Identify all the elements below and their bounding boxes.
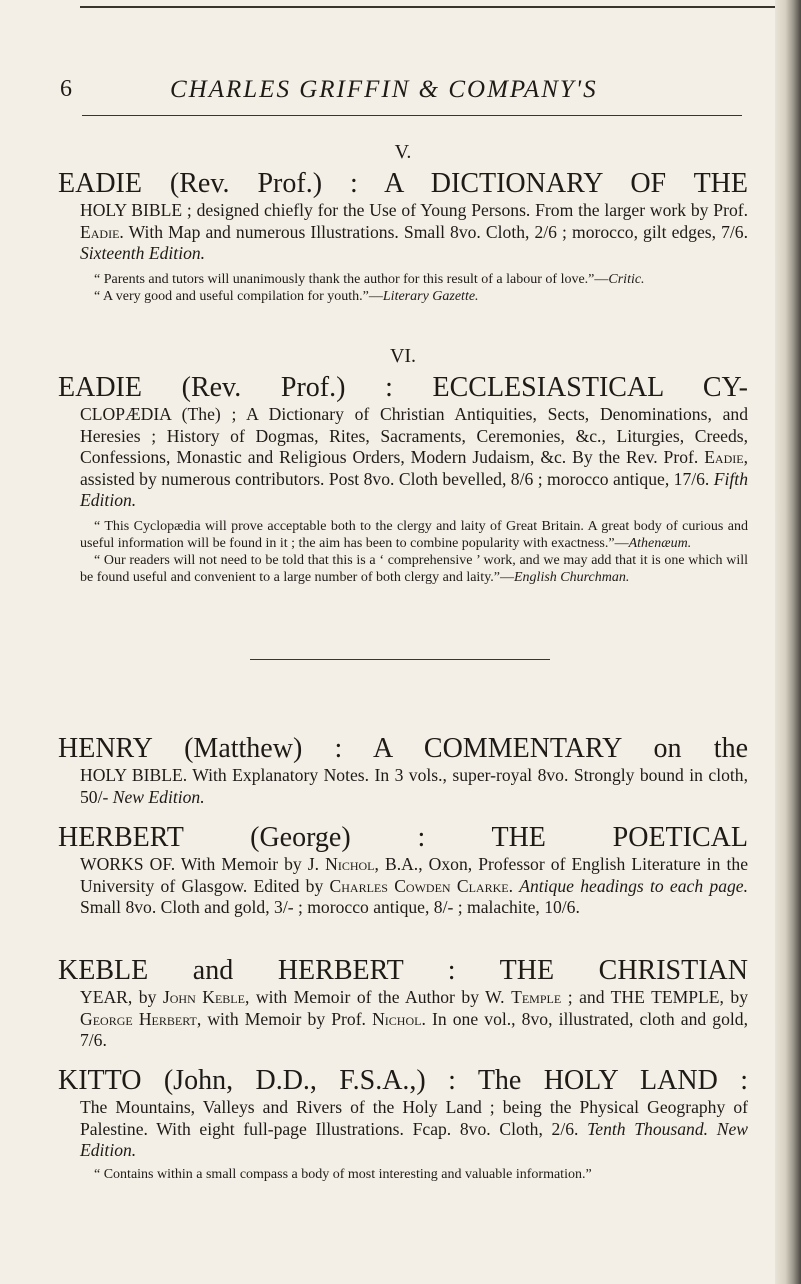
review-quote: “ Our readers will not need to be told that this is a ‘ comprehensive ’ work, and we may add that it is one which will be found useful and convenient to a large number of both clergy and laity.”—English Churchman.	[80, 552, 748, 585]
entry-title: HERBERT (George) : THE POETICAL	[58, 822, 748, 853]
entry-kitto-holy-land	[58, 1065, 748, 1183]
page-header	[60, 76, 740, 116]
top-edge-rule	[80, 6, 800, 8]
review-quote: “ Contains within a small compass a body of most interesting and valuable information.”	[94, 1166, 592, 1182]
entry-title: EADIE (Rev. Prof.) : A DICTIONARY OF THE	[58, 168, 748, 199]
entry-herbert-poetical-works	[58, 822, 748, 919]
entry-eadie-dictionary	[58, 141, 748, 305]
page-number: 6	[60, 76, 72, 102]
entry-numeral: V.	[394, 141, 412, 163]
review-quote: “ Parents and tutors will unanimously thank the author for this result of a labour of love.”—Critic.	[94, 271, 645, 287]
running-head: CHARLES GRIFFIN & COMPANY'S	[170, 76, 598, 103]
entry-description: WORKS OF. With Memoir by J. Nichol, B.A., Oxon, Professor of English Literature in the University of Glasgow. Edited by Charles Cowden Clarke. Antique headings to each page. Small 8vo. Cloth and gold, 3/- ; morocco antique, 8/- ; malachite, 10/6.	[80, 854, 749, 917]
page-edge-shadow	[775, 0, 801, 1284]
review-quotes	[80, 518, 748, 586]
entry-description: YEAR, by John Keble, with Memoir of the Author by W. Temple ; and THE TEMPLE, by George Herbert, with Memoir by Prof. Nichol. In one vol., 8vo, illustrated, cloth and gold, 7/6.	[80, 987, 748, 1050]
entry-title: HENRY (Matthew) : A COMMENTARY on the	[58, 733, 748, 764]
header-rule	[82, 115, 742, 116]
review-quotes	[80, 271, 748, 305]
review-quotes	[80, 1166, 748, 1183]
entry-description: HOLY BIBLE. With Explanatory Notes. In 3 vols., super-royal 8vo. Strongly bound in cloth, 50/- New Edition.	[80, 765, 748, 807]
entry-keble-herbert	[58, 955, 748, 1052]
entry-numeral: VI.	[389, 345, 417, 367]
review-quote: “ This Cyclopædia will prove acceptable both to the clergy and laity of Great Britain. A great body of curious and useful information will be found in it ; the aim has been to combine popularity with exactness.”—Athenæum.	[80, 518, 748, 551]
entry-description: CLOPÆDIA (The) ; A Dictionary of Christian Antiquities, Sects, Denominations, and Heresies ; History of Dogmas, Rites, Sacraments, Ceremonies, &c., Liturgies, Creeds, Confessions, Monastic and Religious Orders, Modern Judaism, &c. By the Rev. Prof. Eadie, assisted by numerous contributors. Post 8vo. Cloth bevelled, 8/6 ; morocco antique, 17/6. Fifth Edition.	[80, 404, 748, 510]
entry-title: EADIE (Rev. Prof.) : ECCLESIASTICAL CY-	[58, 372, 748, 403]
entry-description: The Mountains, Valleys and Rivers of the Holy Land ; being the Physical Geography of Palestine. With eight full-page Illustrations. Fcap. 8vo. Cloth, 2/6. Tenth Thousand. New Edition.	[80, 1097, 749, 1160]
section-divider	[250, 659, 550, 660]
entry-description: HOLY BIBLE ; designed chiefly for the Use of Young Persons. From the larger work by Prof. Eadie. With Map and numerous Illustrations. Small 8vo. Cloth, 2/6 ; morocco, gilt edges, 7/6. Sixteenth Edition.	[80, 200, 748, 263]
entry-henry-commentary	[58, 733, 748, 808]
entry-title: KEBLE and HERBERT : THE CHRISTIAN	[58, 955, 748, 986]
entry-title: KITTO (John, D.D., F.S.A.,) : The HOLY LAND :	[58, 1065, 748, 1096]
entry-eadie-cyclopaedia	[58, 345, 748, 586]
review-quote: “ A very good and useful compilation for youth.”—Literary Gazette.	[94, 288, 479, 304]
